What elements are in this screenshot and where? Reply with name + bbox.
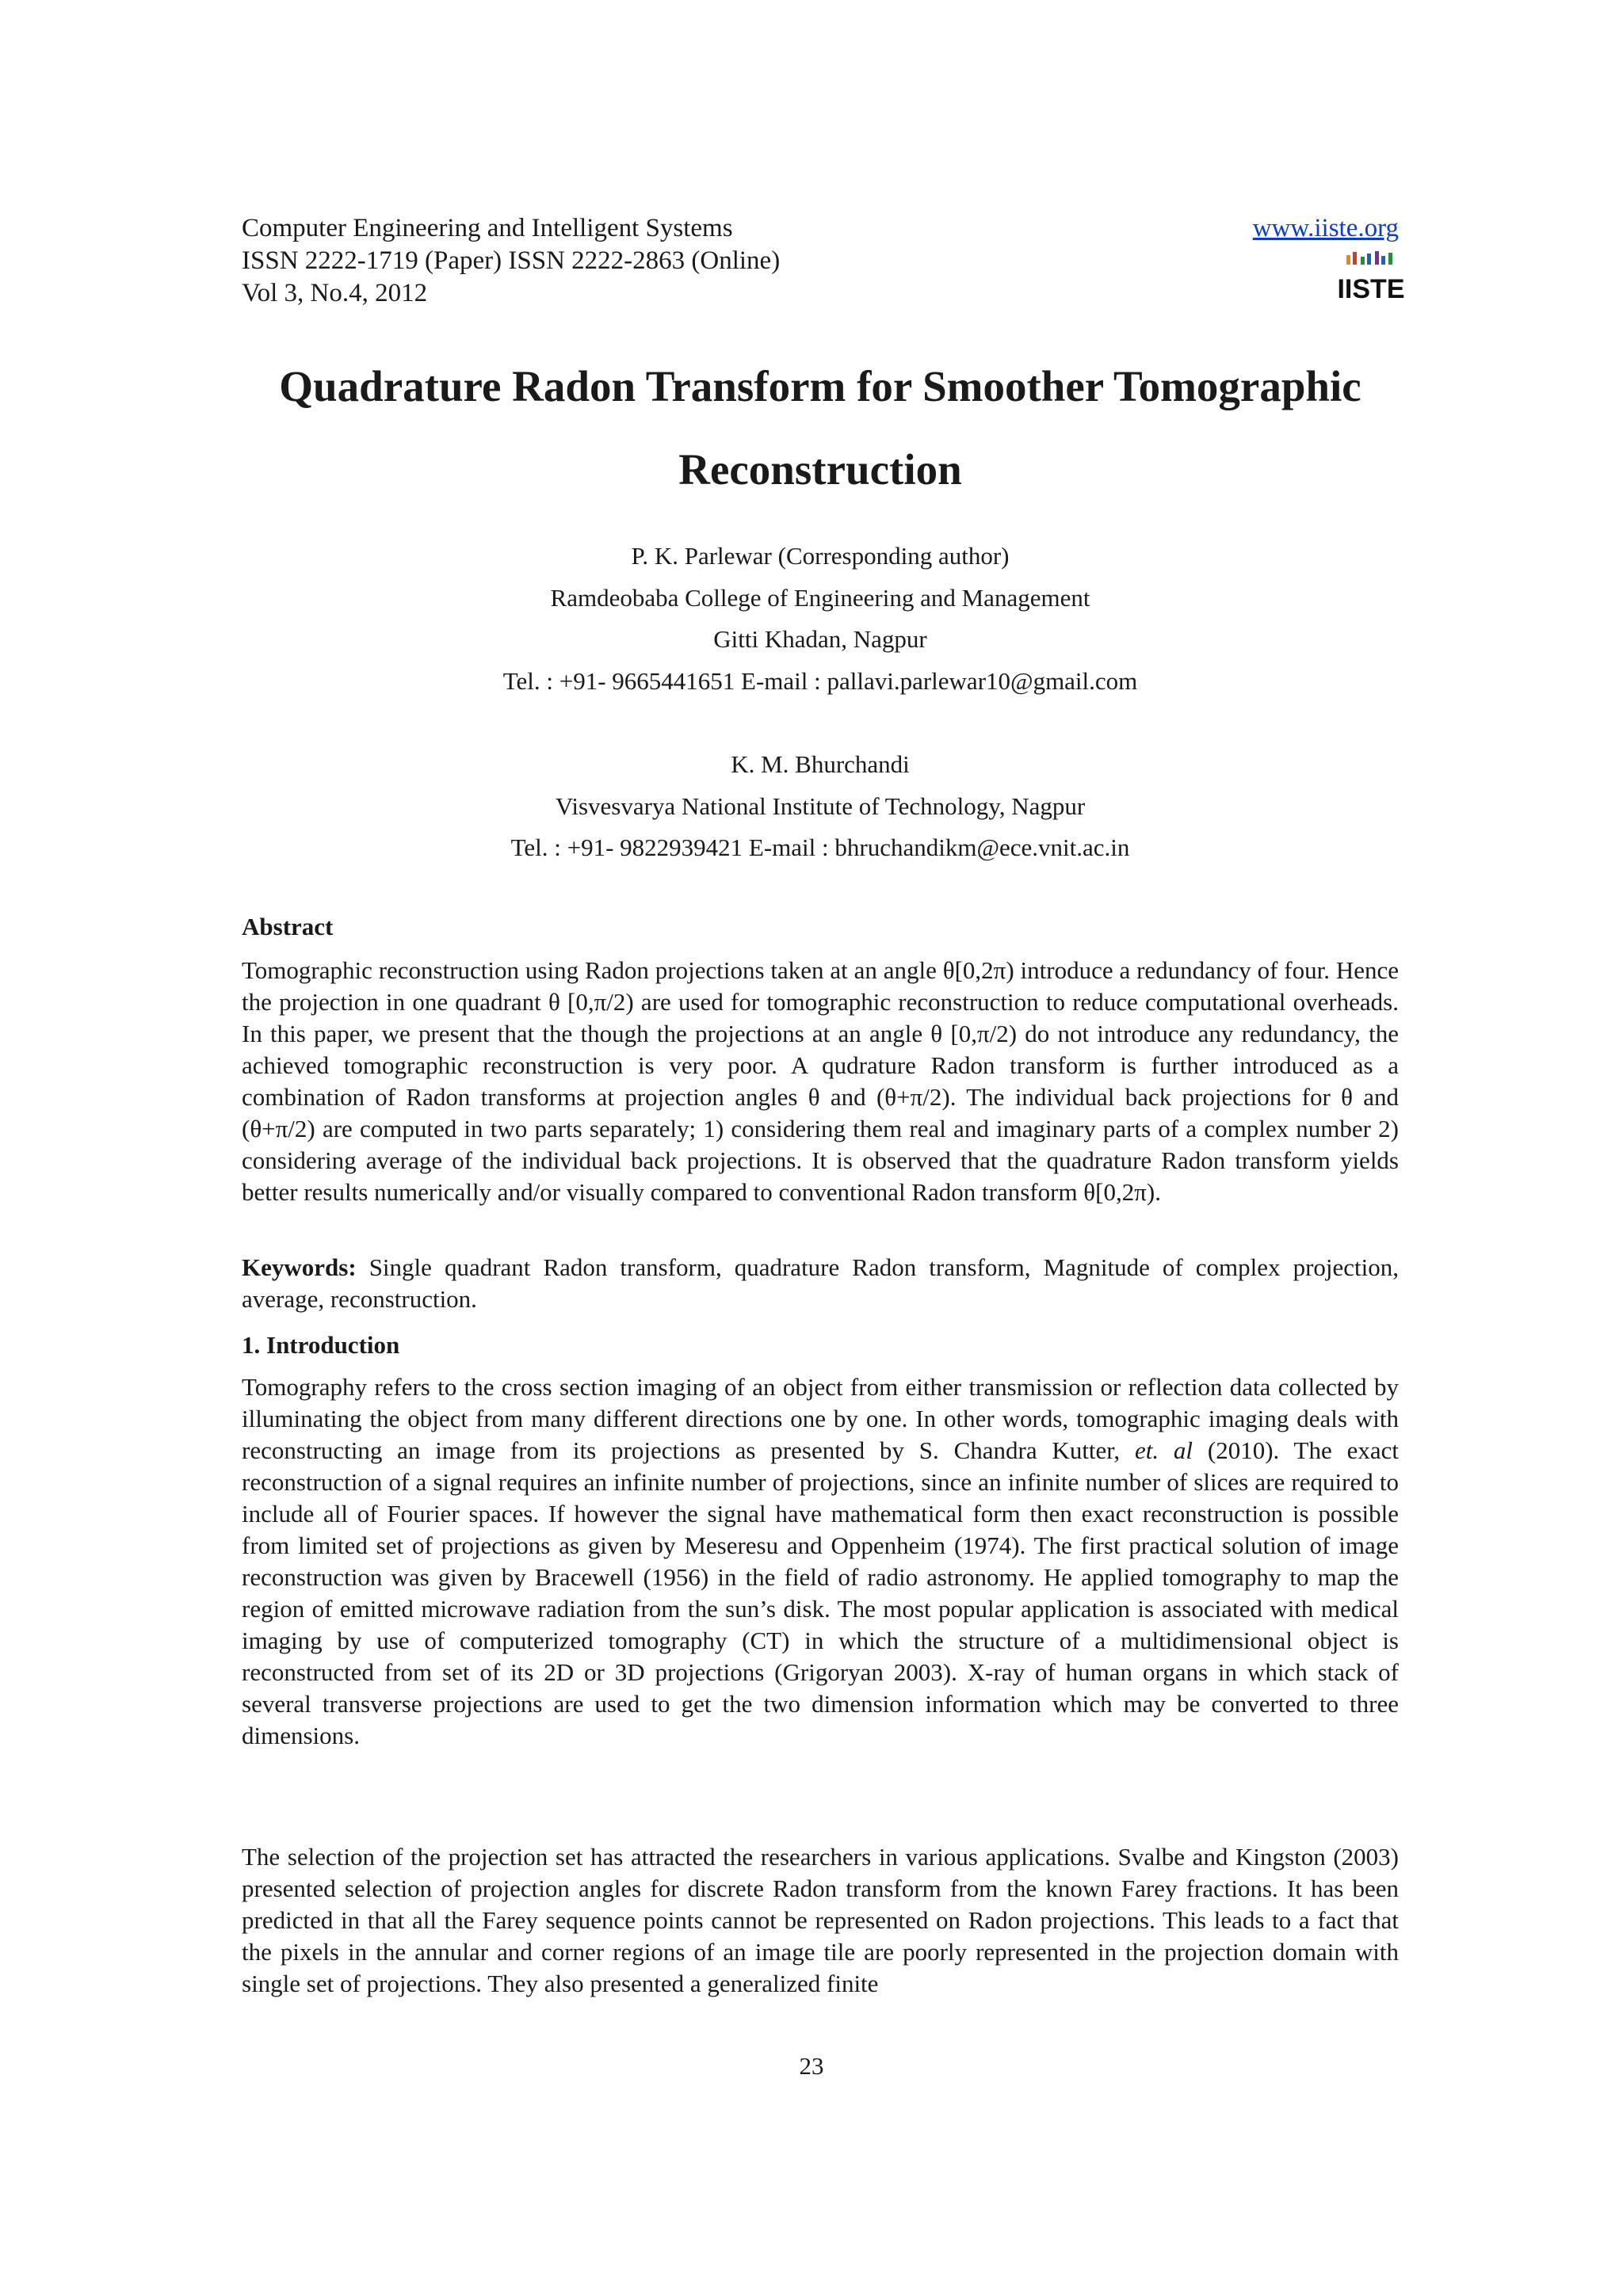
introduction-heading: 1. Introduction [242, 1331, 400, 1359]
svg-text:IISTE: IISTE [1337, 274, 1405, 304]
author-name: K. M. Bhurchandi [731, 750, 910, 778]
abstract-text: Tomographic reconstruction using Radon projections taken at an angle θ[0,2π) introduce a redundancy of four. Hence the projection in one quadrant θ [0,π/2) are used for tomographic reconstruction to reduce computational overheads. In this paper, we present that the though the projections at an angle θ [0,π/2) do not introduce any redundancy, the achieved tomographic reconstruction is very poor. A qudrature Radon transform is further introduced as a combination of Radon transforms at projection angles θ and (θ+π/2). The individual back projections for θ and (θ+π/2) are computed in two parts separately; 1) considering them real and imaginary parts of a complex number 2) considering average of the individual back projections. It is observed that the quadrature Radon transform yields better results numerically and/or visually compared to conventional Radon transform θ[0,2π). [242, 956, 1399, 1206]
journal-volume: Vol 3, No.4, 2012 [242, 279, 428, 307]
intro-text-part-b: (2010). The exact reconstruction of a signal requires an infinite number of projections, since an infinite number of slices are required to include all of Fourier spaces. If however the signal have mathematical form then exact reconstruction is possible from limited set of projections as given by Meseresu and Oppenheim (1974). The first practical solution of image reconstruction was given by Bracewell (1956) in the field of radio astronomy. He applied tomography to map the region of emitted microwave radiation from the sun’s disk. The most popular application is associated with medical imaging by use of computerized tomography (CT) in which the structure of a multidimensional object is reconstructed from set of its 2D or 3D projections (Grigoryan 2003). X-ray of human organs in which stack of several transverse projections are used to get the two dimension information which may be converted to three dimensions. [242, 1436, 1399, 1749]
intro-etal: et. al [1134, 1436, 1193, 1464]
intro-text-part-a: Tomography refers to the cross section imaging of an object from either transmission or reflection data collected by illuminating the object from many different directions one by one. In other words, tomographic imaging deals with reconstructing an image from its projections as presented by S. Chandra Kutter, [242, 1373, 1399, 1464]
introduction-paragraph-2: The selection of the projection set has attracted the researchers in various applications. Svalbe and Kingston (2003) presented selection of projection angles for discrete Radon transform from the known Farey fractions. It has been predicted in that all the Farey sequence points cannot be represented on Radon projections. This leads to a fact that the pixels in the annular and corner regions of an image tile are poorly represented in the projection domain with single set of projections. They also presented a generalized finite [242, 1843, 1399, 1997]
author-contact: Tel. : +91- 9665441651 E-mail : pallavi.parlewar10@gmail.com [502, 666, 1138, 695]
journal-name: Computer Engineering and Intelligent Systems [242, 214, 733, 242]
author-affiliation: Visvesvarya National Institute of Technology, Nagpur [555, 791, 1086, 820]
author-block-2 [242, 744, 1399, 869]
keywords-text: Single quadrant Radon transform, quadrature Radon transform, Magnitude of complex projection, average, reconstruction. [242, 1253, 1399, 1313]
author-contact: Tel. : +91- 9822939421 E-mail : bhruchandikm@ece.vnit.ac.in [510, 833, 1130, 861]
paper-title-line-1: Quadrature Radon Transform for Smoother Tomographic [279, 362, 1361, 410]
abstract-heading: Abstract [242, 913, 334, 940]
journal-issn: ISSN 2222-1719 (Paper) ISSN 2222-2863 (Online) [242, 246, 781, 275]
paper-title-line-2: Reconstruction [678, 445, 962, 494]
author-address: Gitti Khadan, Nagpur [713, 625, 927, 653]
page-number: 23 [799, 2052, 824, 2080]
author-name: P. K. Parlewar (Corresponding author) [631, 542, 1010, 570]
journal-header [242, 212, 1405, 310]
iiste-logo [1337, 250, 1405, 304]
journal-url-link[interactable]: www.iiste.org [1252, 214, 1399, 242]
author-affiliation: Ramdeobaba College of Engineering and Management [550, 583, 1090, 612]
keywords-label: Keywords: [242, 1253, 357, 1281]
keywords [242, 1252, 1399, 1315]
introduction-paragraph-1 [242, 1371, 1399, 1752]
author-block-1 [242, 536, 1399, 702]
